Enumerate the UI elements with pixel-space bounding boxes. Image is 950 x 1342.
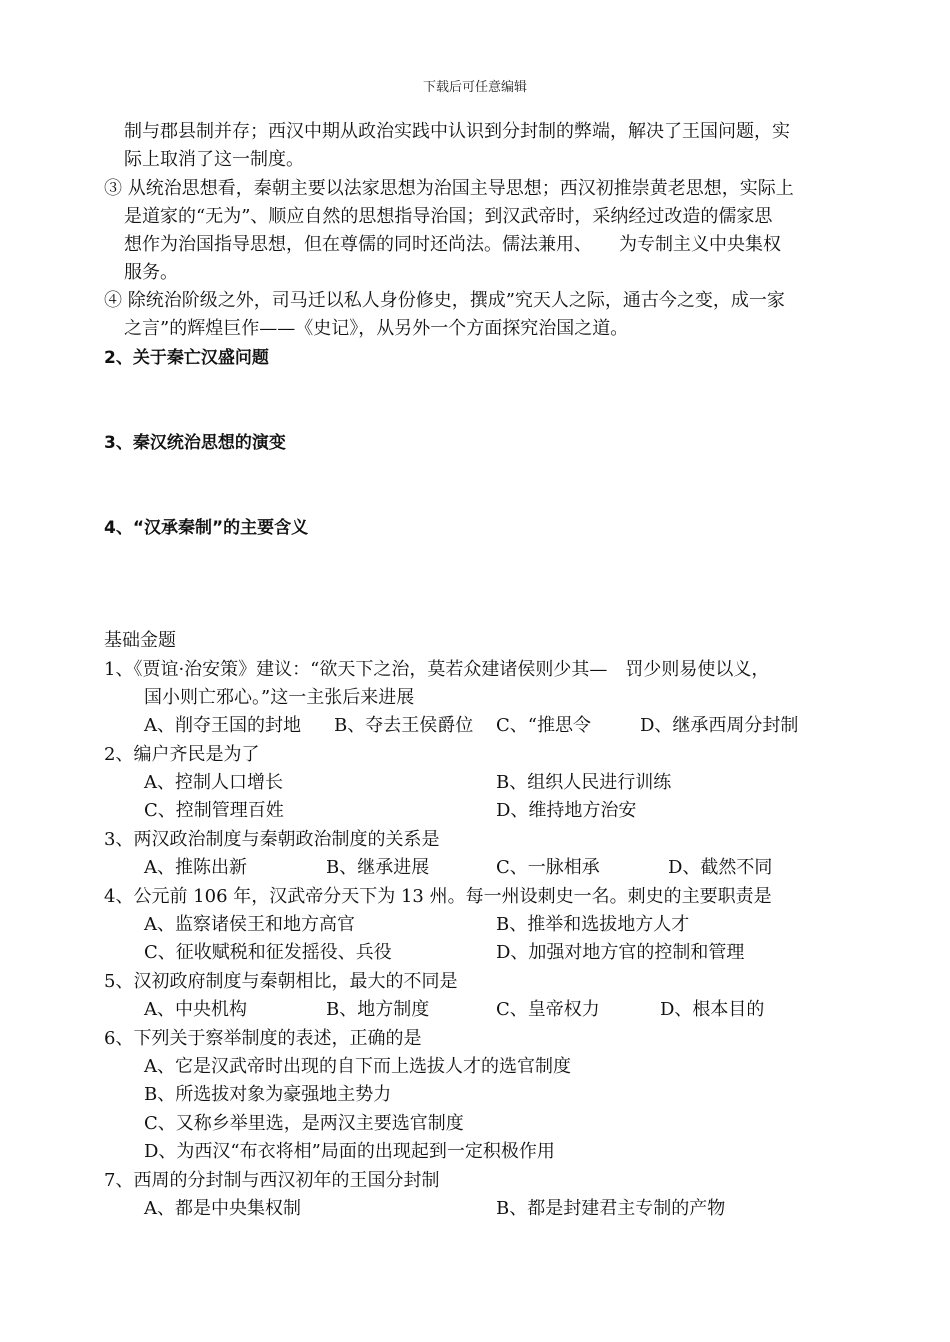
paragraph-line: ④ 除统治阶级之外，司马迁以私人身份修史，撰成”究天人之际，通古今之变，成一家 <box>104 290 785 311</box>
paragraph-line: 服务。 <box>124 262 178 283</box>
section-heading: 3、秦汉统治思想的演变 <box>104 433 286 453</box>
question-stem: 1、《贾谊·治安策》建议：“欲天下之治，莫若众建诸侯则少其— 罚少则易使以义， <box>104 659 770 680</box>
paragraph-line: 制与郡县制并存；西汉中期从政治实践中认识到分封制的弊端，解决了王国问题，实 <box>124 121 790 142</box>
option-b: B、所选拔对象为豪强地主势力 <box>144 1084 392 1105</box>
option-c: C、征收赋税和征发摇役、兵役 <box>144 942 392 963</box>
option-a: A、都是中央集权制 <box>144 1198 301 1219</box>
option-d: D、维持地方治安 <box>496 800 637 821</box>
question-stem: 5、汉初政府制度与秦朝相比，最大的不同是 <box>104 971 458 992</box>
question-stem: 国小则亡邪心。”这一主张后来进展 <box>144 687 415 708</box>
option-b: B、地方制度 <box>326 999 430 1020</box>
option-a: A、推陈出新 <box>144 857 247 878</box>
section-heading: 4、“汉承秦制”的主要含义 <box>104 518 309 538</box>
question-stem: 3、两汉政治制度与秦朝政治制度的关系是 <box>104 829 440 850</box>
option-b: B、都是封建君主专制的产物 <box>496 1198 726 1219</box>
option-d: D、加强对地方官的控制和管理 <box>496 942 745 963</box>
paragraph-line: 是道家的“无为”、顺应自然的思想指导治国；到汉武帝时，采纳经过改造的儒家思 <box>124 206 773 227</box>
paragraph-line: 之言”的辉煌巨作——《史记》，从另外一个方面探究治国之道。 <box>124 318 629 339</box>
paragraph-line: 想作为治国指导思想，但在尊儒的同时还尚法。儒法兼用、 为专制主义中央集权 <box>124 234 781 255</box>
question-stem: 7、西周的分封制与西汉初年的王国分封制 <box>104 1170 440 1191</box>
option-b: B、继承进展 <box>326 857 430 878</box>
paragraph-line: 际上取消了这一制度。 <box>124 149 304 170</box>
question-stem: 6、下列关于察举制度的表述，正确的是 <box>104 1028 422 1049</box>
option-b: B、夺去王侯爵位 <box>334 715 474 736</box>
question-stem: 2、编户齐民是为了 <box>104 744 260 765</box>
option-a: A、监察诸侯王和地方高官 <box>144 914 355 935</box>
option-d: D、截然不同 <box>668 857 773 878</box>
option-b: B、组织人民进行训练 <box>496 772 672 793</box>
option-c: C、又称乡举里选，是两汉主要选官制度 <box>144 1113 464 1134</box>
option-c: C、皇帝权力 <box>496 999 600 1020</box>
option-a: A、中央机构 <box>144 999 247 1020</box>
page-header: 下载后可任意编辑 <box>422 80 527 95</box>
option-c: C、控制管理百姓 <box>144 800 284 821</box>
option-c: C、一脉相承 <box>496 857 600 878</box>
option-d: D、为西汉“布衣将相”局面的出现起到一定积极作用 <box>144 1141 555 1162</box>
option-b: B、推举和选拔地方人才 <box>496 914 690 935</box>
option-c: C、“推思令 <box>496 715 591 736</box>
section-title: 基础金题 <box>104 630 176 651</box>
option-a: A、它是汉武帝时出现的自下而上选拔人才的选官制度 <box>144 1056 571 1077</box>
option-a: A、削夺王国的封地 <box>144 715 301 736</box>
option-d: D、根本目的 <box>660 999 765 1020</box>
paragraph-line: ③ 从统治思想看，秦朝主要以法家思想为治国主导思想；西汉初推崇黄老思想，实际上 <box>104 178 794 199</box>
option-a: A、控制人口增长 <box>144 772 283 793</box>
section-heading: 2、关于秦亡汉盛问题 <box>104 348 269 368</box>
option-d: D、继承西周分封制 <box>640 715 799 736</box>
question-stem: 4、公元前 106 年，汉武帝分天下为 13 州。每一州设刺史一名。刺史的主要职责是 <box>104 886 772 907</box>
